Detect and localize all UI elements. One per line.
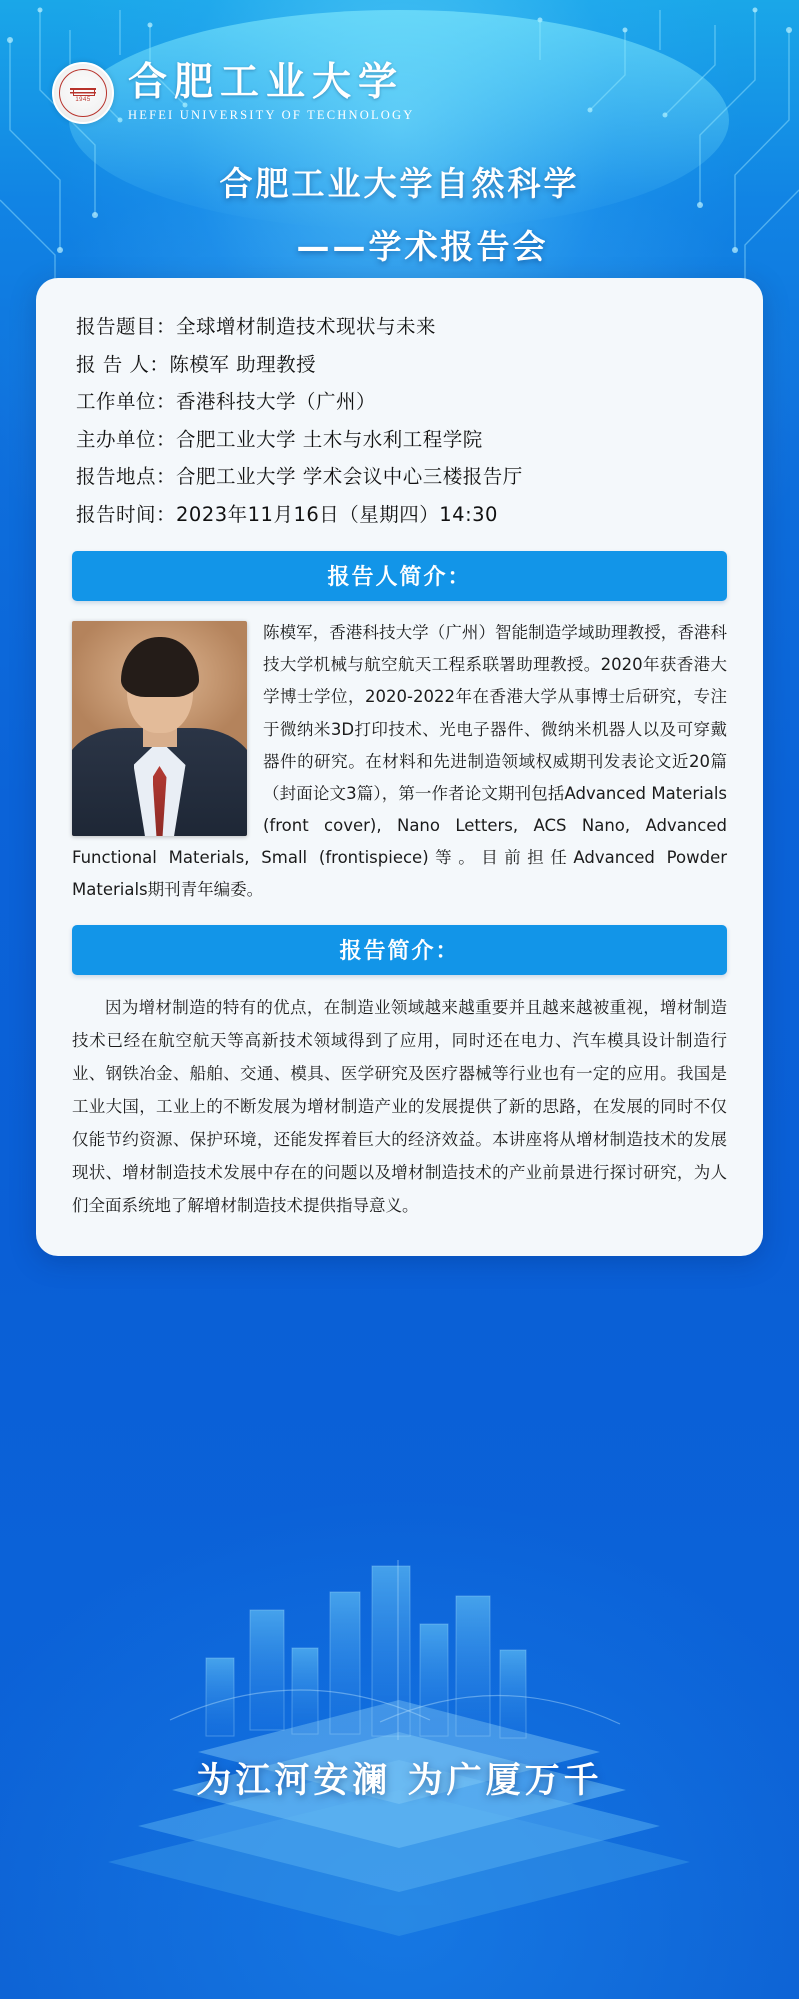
info-value: 合肥工业大学 土木与水利工程学院 (176, 427, 483, 451)
info-value: 香港科技大学（广州） (176, 390, 377, 413)
info-row (76, 421, 733, 459)
info-row (76, 308, 733, 346)
info-row (76, 496, 733, 534)
info-value: 全球增材制造技术现状与未来 (176, 315, 437, 338)
info-label: 报告时间： (76, 502, 177, 526)
university-logo (52, 62, 414, 124)
university-name-en: HEFEI UNIVERSITY OF TECHNOLOGY (128, 108, 415, 122)
info-row (76, 458, 733, 496)
abstract-section-heading: 报告简介： (72, 925, 727, 975)
info-label: 报告题目： (76, 315, 177, 338)
content-card (36, 278, 763, 1256)
info-row (76, 346, 733, 384)
speaker-section-heading: 报告人简介： (72, 551, 727, 601)
event-info-list (76, 308, 733, 533)
info-row (76, 383, 733, 421)
title-line-2: ——学术报告会 (296, 227, 549, 266)
speaker-bio-block (72, 617, 727, 907)
info-label: 报 告 人： (76, 352, 170, 376)
footer-slogan: 为江河安澜 为广厦万千 (196, 1761, 603, 1801)
info-value: 合肥工业大学 学术会议中心三楼报告厅 (176, 465, 523, 488)
info-label: 报告地点： (76, 465, 177, 488)
info-value: 陈模军 助理教授 (169, 352, 317, 376)
info-value: 2023年11月16日（星期四）14:30 (176, 502, 498, 526)
title-line-1: 合肥工业大学自然科学 (219, 164, 580, 203)
info-label: 工作单位： (76, 390, 177, 413)
seal-year: 1945 (75, 97, 91, 104)
university-name-cn: 合肥工业大学 (128, 60, 405, 105)
speaker-portrait (72, 621, 247, 836)
abstract-text: 因为增材制造的特有的优点，在制造业领域越来越重要并且越来越被重视，增材制造技术已经在航空航天等高新技术领域得到了应用，同时还在电力、汽车模具设计制造行业、钢铁冶金、船舶、交通、模具、医学研究及医疗器械等行业也有一定的应用。我国是工业大国，工业上的不断发展为增材制造产业的发展提供了新的思路，在发展的同时不仅仅能节约资源、保护环境，还能发挥着巨大的经济效益。本讲座将从增材制造技术的发展现状、增材制造技术发展中存在的问题以及增材制造技术的产业前景进行探讨研究，为人们全面系统地了解增材制造技术提供指导意义。 (72, 997, 727, 1215)
poster-header (0, 0, 799, 266)
info-label: 主办单位： (76, 427, 177, 451)
university-seal-icon (52, 62, 114, 124)
poster-title (0, 158, 799, 268)
speaker-bio-text: 陈模军，香港科技大学（广州）智能制造学域助理教授，香港科技大学机械与航空航天工程系联署助理教授。2020年获香港大学博士学位，2020-2022年在香港大学从事博士后研究，专注于微纳米3D打印技术、光电子器件、微纳米机器人以及可穿戴器件的研究。在材料和先进制造领域权威期刊发表论文近20篇（封面论文3篇），第一作者论文期刊包括Advanced Materials (front cover), Nano Letters, ACS Nano, Advanced Functional Materials, Small (frontispiece)等。目前担任Advanced Powder Materials期刊青年编委。 (72, 623, 727, 900)
